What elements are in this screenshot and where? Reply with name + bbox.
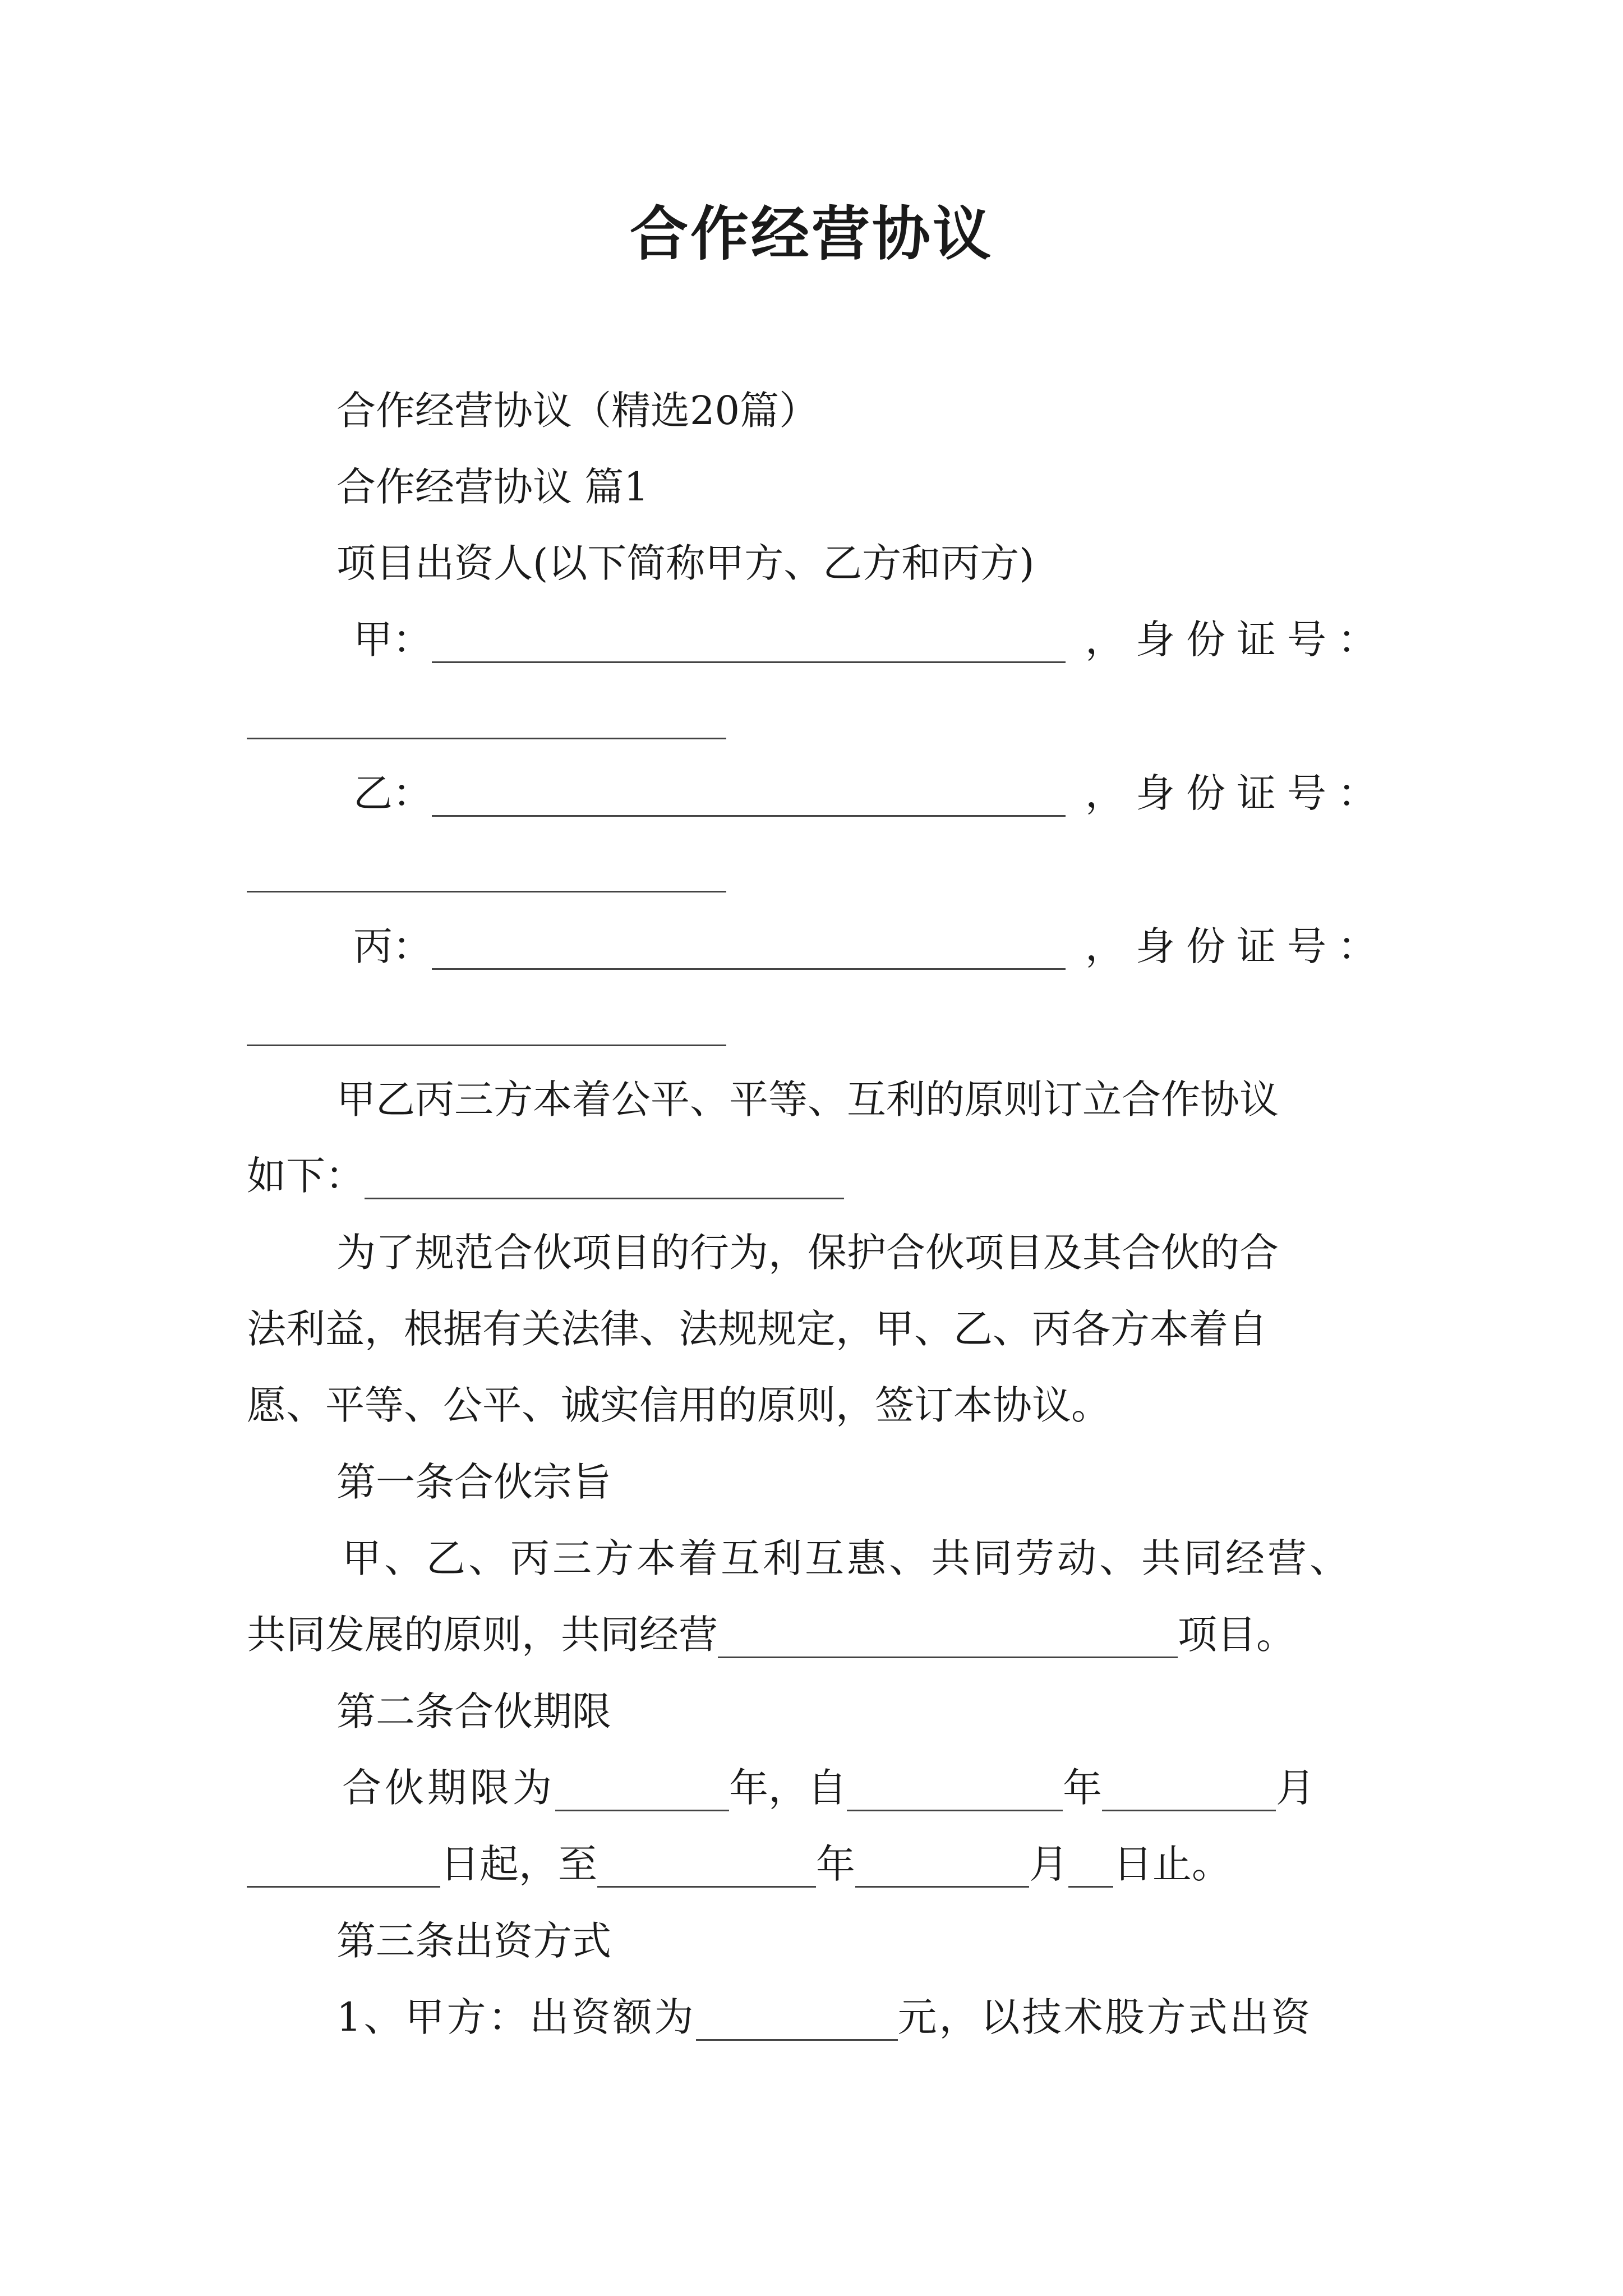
month-label: 月 xyxy=(1276,1765,1315,1811)
id-label: ，身份证号： xyxy=(1085,923,1388,969)
contribution-method-text: 元，以技术股方式出资 xyxy=(897,1994,1313,2040)
start-day-blank xyxy=(247,1850,440,1888)
party-c-id-label xyxy=(1085,923,1388,970)
intro-line-1: 甲乙丙三方本着公平、平等、互利的原则订立合作协议 xyxy=(336,1076,1279,1122)
article-2-line-1 xyxy=(342,1764,1315,1811)
start-month-blank xyxy=(1102,1774,1276,1811)
party-b-name-blank xyxy=(432,779,1066,817)
purpose-line-3: 愿、平等、公平、诚实信用的原则，签订本协议。 xyxy=(247,1382,1110,1428)
article-3-title: 第三条出资方式 xyxy=(336,1918,611,1964)
chapter-heading: 合作经营协议 篇1 xyxy=(336,464,649,510)
project-name-blank xyxy=(718,1621,1178,1658)
article-2-line-2 xyxy=(247,1841,1231,1888)
from-label: 年，自 xyxy=(729,1765,847,1811)
party-c-label: 丙： xyxy=(353,923,432,969)
end-year-blank xyxy=(597,1850,816,1888)
article-1-line-2 xyxy=(247,1611,1295,1658)
id-label: ，身份证号： xyxy=(1085,616,1388,662)
purpose-line-2: 法利益，根据有关法律、法规规定，甲、乙、丙各方本着自 xyxy=(247,1306,1267,1352)
intro-line-2 xyxy=(247,1152,844,1199)
party-c-id-blank xyxy=(247,1045,726,1046)
document-title: 合作经营协议 xyxy=(629,199,993,268)
investors-heading: 项目出资人(以下简称甲方、乙方和丙方) xyxy=(336,540,1035,586)
article-1-line-2-prefix: 共同发展的原则，共同经营 xyxy=(247,1612,718,1658)
subtitle: 合作经营协议（精选20篇） xyxy=(336,388,819,434)
purpose-line-1: 为了规范合伙项目的行为，保护合伙项目及其合伙的合 xyxy=(336,1230,1279,1276)
end-year-label: 年 xyxy=(816,1841,855,1887)
start-to-label: 日起，至 xyxy=(440,1841,597,1887)
intro-line-2-text: 如下： xyxy=(247,1153,365,1199)
article-1-line-2-suffix: 项目。 xyxy=(1178,1612,1295,1658)
id-label: ，身份证号： xyxy=(1085,770,1388,816)
end-month-blank xyxy=(855,1850,1029,1888)
party-b-id-blank xyxy=(247,891,726,892)
party-c-row xyxy=(353,923,1066,970)
article-1-line-1-text: 甲、乙、丙三方本着互利互惠、共同劳动、共同经营、 xyxy=(342,1535,1352,1581)
contribution-amount-blank xyxy=(696,2003,898,2041)
party-a-label: 甲： xyxy=(353,616,432,662)
end-day-label: 日止。 xyxy=(1113,1841,1231,1887)
article-3-line-1 xyxy=(336,1994,1313,2041)
party-b-label: 乙： xyxy=(353,770,432,816)
article-2-title: 第二条合伙期限 xyxy=(336,1688,611,1734)
party-c-name-blank xyxy=(432,932,1066,970)
end-month-label: 月 xyxy=(1029,1841,1068,1887)
party-a-id-label xyxy=(1085,616,1388,663)
party-a-contribution-label: 1、甲方：出资额为 xyxy=(336,1994,696,2040)
party-b-id-label xyxy=(1085,770,1388,817)
term-label: 合伙期限为 xyxy=(342,1765,555,1811)
term-years-blank xyxy=(555,1774,729,1811)
party-a-name-blank xyxy=(432,625,1066,663)
end-day-blank xyxy=(1068,1850,1113,1888)
article-1-title: 第一条合伙宗旨 xyxy=(336,1459,611,1505)
intro-blank xyxy=(365,1162,844,1199)
party-a-id-blank xyxy=(247,738,726,739)
article-1-line-1 xyxy=(342,1535,1352,1582)
party-a-row xyxy=(353,616,1066,663)
party-b-row xyxy=(353,770,1066,817)
year-label: 年 xyxy=(1063,1765,1102,1811)
start-year-blank xyxy=(847,1774,1063,1811)
